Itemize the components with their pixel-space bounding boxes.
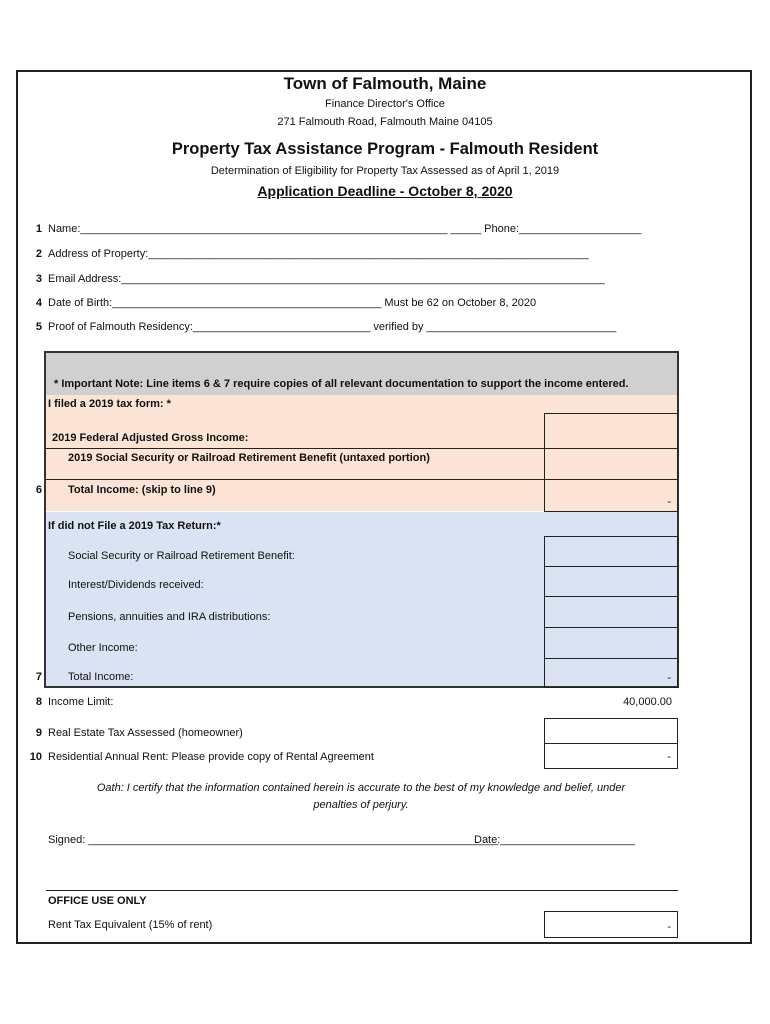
real-estate-input[interactable] (544, 718, 678, 744)
filed-total-value: - (544, 479, 678, 512)
line-number-4: 4 (35, 297, 42, 309)
residency-field[interactable]: Proof of Falmouth Residency:_____________________________ verified by _______________________________ (48, 321, 617, 333)
ss-untaxed-input[interactable] (544, 448, 678, 480)
pensions-label: Pensions, annuities and IRA distributions: (68, 611, 271, 623)
signed-field[interactable]: Signed: ___________________________________________________________________ (48, 834, 499, 846)
not-filed-heading: If did not File a 2019 Tax Return:* (48, 520, 221, 532)
income-limit-label: Income Limit: (48, 696, 114, 708)
office-name: Finance Director's Office (325, 98, 445, 110)
ss-untaxed-label: 2019 Social Security or Railroad Retirement Benefit (untaxed portion) (68, 452, 430, 464)
not-filed-total-label: Total Income: (68, 671, 134, 683)
not-filed-total-value: - (544, 658, 678, 688)
line-number-10: 10 (29, 751, 42, 763)
filed-total-label: Total Income: (skip to line 9) (68, 484, 216, 496)
line-number-7: 7 (35, 671, 42, 683)
line-number-3: 3 (35, 273, 42, 285)
pensions-input[interactable] (544, 596, 678, 628)
email-field[interactable]: Email Address:_______________________________________________________________________________ (48, 273, 605, 285)
important-note: * Important Note: Line items 6 & 7 require copies of all relevant documentation to support the income entered. (54, 378, 629, 390)
rent-value[interactable]: - (544, 743, 678, 769)
line-number-5: 5 (35, 321, 42, 333)
address-field[interactable]: Address of Property:________________________________________________________________________ (48, 248, 589, 260)
line-number-6: 6 (35, 484, 42, 496)
office-address: 271 Falmouth Road, Falmouth Maine 04105 (277, 116, 493, 128)
agi-input[interactable] (544, 413, 678, 449)
dob-field[interactable]: Date of Birth:____________________________________________ Must be 62 on October 8, 2020 (48, 297, 537, 309)
ss-input[interactable] (544, 536, 678, 567)
line-number-2: 2 (35, 248, 42, 260)
line-number-1: 1 (35, 223, 42, 235)
application-deadline: Application Deadline - October 8, 2020 (257, 183, 513, 199)
agi-label: 2019 Federal Adjusted Gross Income: (52, 432, 249, 444)
rent-label: Residential Annual Rent: Please provide copy of Rental Agreement (48, 751, 374, 763)
program-title: Property Tax Assistance Program - Falmouth Resident (171, 140, 599, 158)
real-estate-label: Real Estate Tax Assessed (homeowner) (48, 727, 243, 739)
oath-line-1: Oath: I certify that the information contained herein is accurate to the best of my knowledge and belief, under (96, 782, 626, 794)
office-use-divider (46, 890, 678, 891)
name-phone-field[interactable]: Name:____________________________________________________________ _____ Phone:____________________ (48, 223, 642, 235)
filed-heading: I filed a 2019 tax form: * (48, 398, 171, 410)
line-number-8: 8 (35, 696, 42, 708)
oath-line-2: penalties of perjury. (313, 799, 409, 811)
ss-label: Social Security or Railroad Retirement Benefit: (68, 550, 295, 562)
date-field[interactable]: Date:______________________ (474, 834, 635, 846)
office-use-heading: OFFICE USE ONLY (48, 895, 147, 907)
rent-equivalent-value: - (544, 911, 678, 938)
town-title: Town of Falmouth, Maine (283, 74, 487, 93)
other-income-label: Other Income: (68, 642, 138, 654)
income-limit-value: 40,000.00 (623, 696, 672, 708)
line-number-9: 9 (35, 727, 42, 739)
rent-equivalent-label: Rent Tax Equivalent (15% of rent) (48, 919, 213, 931)
determination-text: Determination of Eligibility for Property Tax Assessed as of April 1, 2019 (210, 165, 560, 177)
interest-label: Interest/Dividends received: (68, 579, 204, 591)
other-income-input[interactable] (544, 627, 678, 659)
interest-input[interactable] (544, 566, 678, 597)
